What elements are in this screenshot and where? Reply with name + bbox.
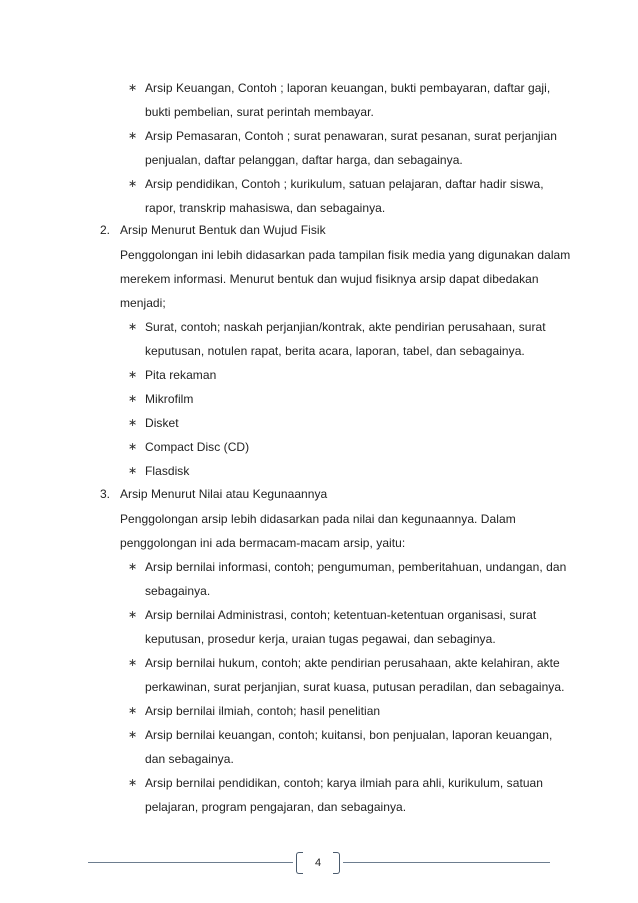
bullet-text: Disket (145, 416, 179, 430)
bullet-text: Compact Disc (CD) (145, 440, 250, 454)
bullet-icon: ∗ (128, 561, 138, 573)
paragraph-line: menjadi; (120, 296, 166, 310)
bullet-icon: ∗ (128, 729, 138, 741)
bullet-icon: ∗ (128, 417, 138, 429)
bullet-text: dan sebagainya. (145, 752, 234, 766)
section-title: Arsip Menurut Nilai atau Kegunaannya (120, 487, 328, 501)
bullet-icon: ∗ (128, 178, 138, 190)
bullet-icon: ∗ (128, 705, 138, 717)
page-number: 4 (315, 857, 322, 869)
footer-rule-right (343, 862, 550, 863)
bullet-text: sebagainya. (145, 584, 211, 598)
section-number: 3. (100, 487, 111, 501)
bullet-icon: ∗ (128, 130, 138, 142)
bullet-icon: ∗ (128, 321, 138, 333)
bullet-text: Surat, contoh; naskah perjanjian/kontrak, akte pendirian perusahaan, surat (145, 320, 546, 334)
bullet-text: keputusan, notulen rapat, berita acara, laporan, tabel, dan sebagainya. (145, 344, 525, 358)
bullet-text: Arsip bernilai ilmiah, contoh; hasil penelitian (145, 704, 381, 718)
bullet-icon: ∗ (128, 82, 138, 94)
bullet-text: penjualan, daftar pelanggan, daftar harga, dan sebagainya. (145, 153, 463, 167)
bullet-text: Arsip bernilai Administrasi, contoh; ketentuan-ketentuan organisasi, surat (145, 608, 537, 622)
section-number: 2. (100, 223, 111, 237)
bullet-text: bukti pembelian, surat perintah membayar. (145, 105, 374, 119)
bullet-text: Arsip bernilai keuangan, contoh; kuitansi, bon penjualan, laporan keuangan, (145, 728, 553, 742)
paragraph-line: penggolongan ini ada bermacam-macam arsip, yaitu: (120, 536, 406, 550)
bullet-icon: ∗ (128, 393, 138, 405)
bullet-text: Arsip bernilai informasi, contoh; pengumuman, pemberitahuan, undangan, dan (145, 560, 567, 574)
bullet-text: Arsip pendidikan, Contoh ; kurikulum, satuan pelajaran, daftar hadir siswa, (145, 177, 544, 191)
footer-bracket-right (333, 852, 340, 874)
footer-rule-left (88, 862, 293, 863)
bullet-text: Flasdisk (145, 464, 190, 478)
section-title: Arsip Menurut Bentuk dan Wujud Fisik (120, 223, 326, 237)
paragraph-line: Penggolongan ini lebih didasarkan pada tampilan fisik media yang digunakan dalam (120, 248, 571, 262)
bullet-text: Arsip Keuangan, Contoh ; laporan keuangan, bukti pembayaran, daftar gaji, (145, 81, 551, 95)
bullet-text: Mikrofilm (145, 392, 194, 406)
bullet-text: Arsip Pemasaran, Contoh ; surat penawaran, surat pesanan, surat perjanjian (145, 129, 557, 143)
bullet-text: Pita rekaman (145, 368, 217, 382)
bullet-text: Arsip bernilai hukum, contoh; akte pendirian perusahaan, akte kelahiran, akte (145, 656, 560, 670)
bullet-text: perkawinan, surat perjanjian, surat kuasa, putusan peradilan, dan sebagainya. (145, 680, 565, 694)
paragraph-line: merekem informasi. Menurut bentuk dan wujud fisiknya arsip dapat dibedakan (120, 272, 539, 286)
footer-bracket-left (296, 852, 303, 874)
bullet-icon: ∗ (128, 441, 138, 453)
bullet-icon: ∗ (128, 369, 138, 381)
bullet-text: rapor, transkrip mahasiswa, dan sebagainya. (145, 201, 386, 215)
bullet-text: pelajaran, program pengajaran, dan sebagainya. (145, 800, 407, 814)
bullet-icon: ∗ (128, 657, 138, 669)
bullet-text: keputusan, prosedur kerja, uraian tugas pegawai, dan sebaginya. (145, 632, 496, 646)
bullet-icon: ∗ (128, 609, 138, 621)
bullet-icon: ∗ (128, 465, 138, 477)
paragraph-line: Penggolongan arsip lebih didasarkan pada nilai dan kegunaannya. Dalam (120, 512, 516, 526)
bullet-text: Arsip bernilai pendidikan, contoh; karya ilmiah para ahli, kurikulum, satuan (145, 776, 544, 790)
bullet-icon: ∗ (128, 777, 138, 789)
